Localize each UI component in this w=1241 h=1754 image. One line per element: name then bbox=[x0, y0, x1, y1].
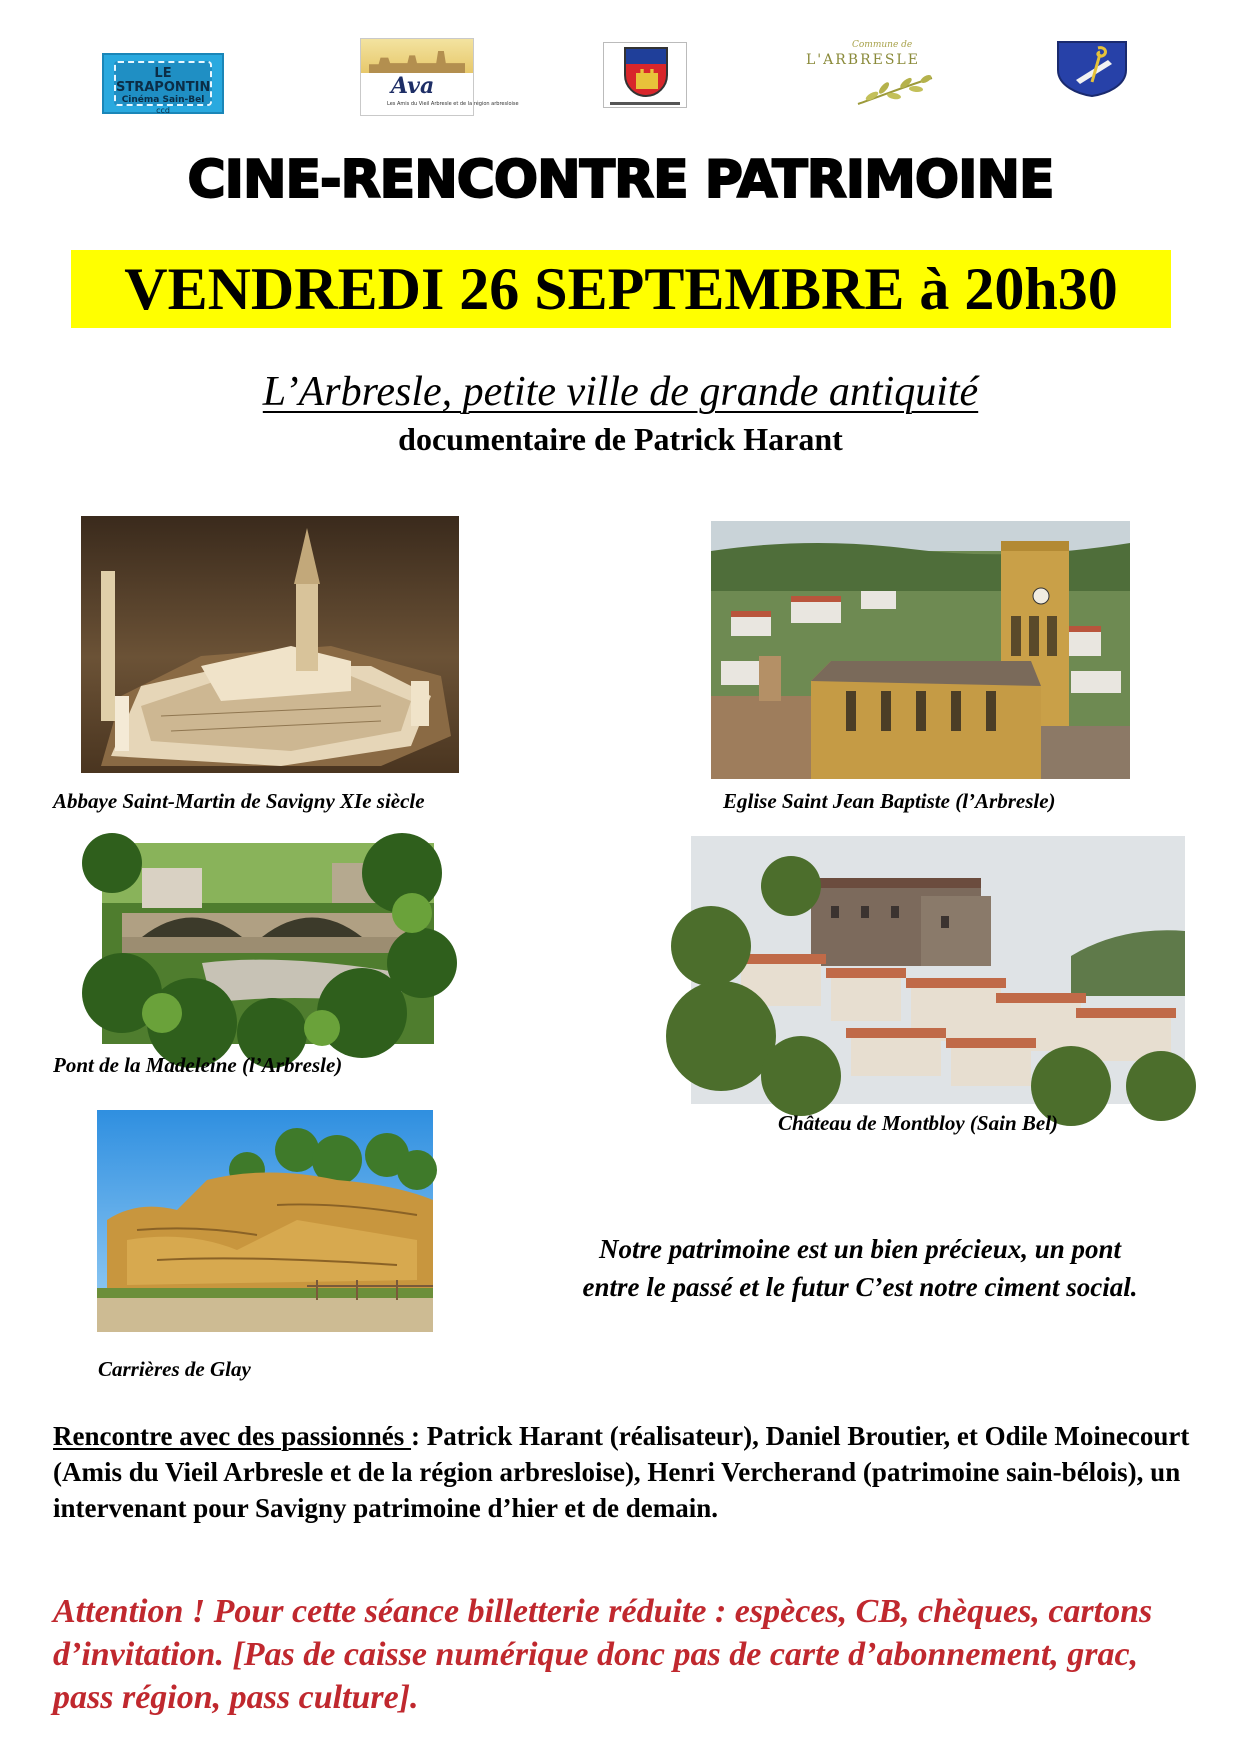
photo-carrieres-de-glay bbox=[97, 1110, 433, 1332]
olive-branch-icon bbox=[856, 74, 934, 106]
logo-sain-bel-coat-of-arms bbox=[603, 42, 687, 108]
meeting-label: Rencontre avec des passionnés bbox=[53, 1421, 412, 1451]
photo-abbaye-model bbox=[81, 516, 459, 773]
event-date: VENDREDI 26 SEPTEMBRE à 20h30 bbox=[124, 256, 1118, 322]
logo-strapontin-ccd: ccd bbox=[156, 106, 170, 115]
logo-commune-arbresle bbox=[800, 38, 935, 108]
logo-strapontin-cinema: Cinéma Sain-Bel bbox=[121, 95, 205, 105]
heritage-quote bbox=[520, 1230, 1200, 1306]
logo-arbresle-commune-de: Commune de bbox=[852, 40, 913, 50]
photo-pont-de-la-madeleine bbox=[102, 843, 434, 1044]
ticketing-warning: Attention ! Pour cette séance billetterie réduite : espèces, CB, chèques, cartons d’invitation. [Pas de caisse numérique donc pas de carte d’abonnement, grac, pass région, pass culture]. bbox=[53, 1593, 1153, 1716]
caption-eglise: Eglise Saint Jean Baptiste (l’Arbresle) bbox=[723, 789, 1056, 813]
quote-line-2: entre le passé et le futur C’est notre ciment social. bbox=[582, 1272, 1138, 1302]
caption-abbaye: Abbaye Saint-Martin de Savigny XIe siècle bbox=[53, 789, 425, 813]
caption-carrieres: Carrières de Glay bbox=[98, 1357, 251, 1381]
photo-eglise-saint-jean-baptiste bbox=[711, 521, 1130, 779]
meeting-text: : Patrick Harant (réalisateur), Daniel Broutier, et Odile Moinecourt (Amis du Vieil Arbresle et de la région arbresloise), Henri Vercherand (patrimoine sain-bélois), un intervenant pour Savigny patrimoine d’hier et de demain. bbox=[53, 1421, 1190, 1523]
photo-chateau-de-montbloy bbox=[691, 836, 1185, 1104]
logo-ava bbox=[360, 38, 519, 116]
logo-strapontin-name: LE STRAPONTIN bbox=[116, 66, 211, 95]
quote-line-1: Notre patrimoine est un bien précieux, un pont bbox=[598, 1234, 1122, 1264]
sain-bel-shield-icon bbox=[624, 47, 668, 97]
savigny-shield-icon bbox=[1056, 40, 1128, 98]
page-title: CINE-RENCONTRE PATRIMOINE bbox=[187, 150, 1054, 210]
caption-pont: Pont de la Madeleine (l’Arbresle) bbox=[53, 1053, 343, 1077]
film-author: documentaire de Patrick Harant bbox=[398, 421, 843, 457]
logo-strapontin-ticket bbox=[114, 61, 212, 115]
logo-arbresle-name: L'ARBRESLE bbox=[806, 52, 920, 68]
logo-ava-tagline: Les Amis du Vieil Arbresle et de la région arbresloise bbox=[387, 101, 519, 107]
film-title: L’Arbresle, petite ville de grande antiquité bbox=[262, 369, 979, 415]
meeting-paragraph bbox=[53, 1418, 1203, 1526]
caption-chateau: Château de Montbloy (Sain Bel) bbox=[778, 1111, 1059, 1135]
logo-ava-name: Ava bbox=[391, 73, 435, 99]
logo-le-strapontin bbox=[102, 53, 224, 114]
